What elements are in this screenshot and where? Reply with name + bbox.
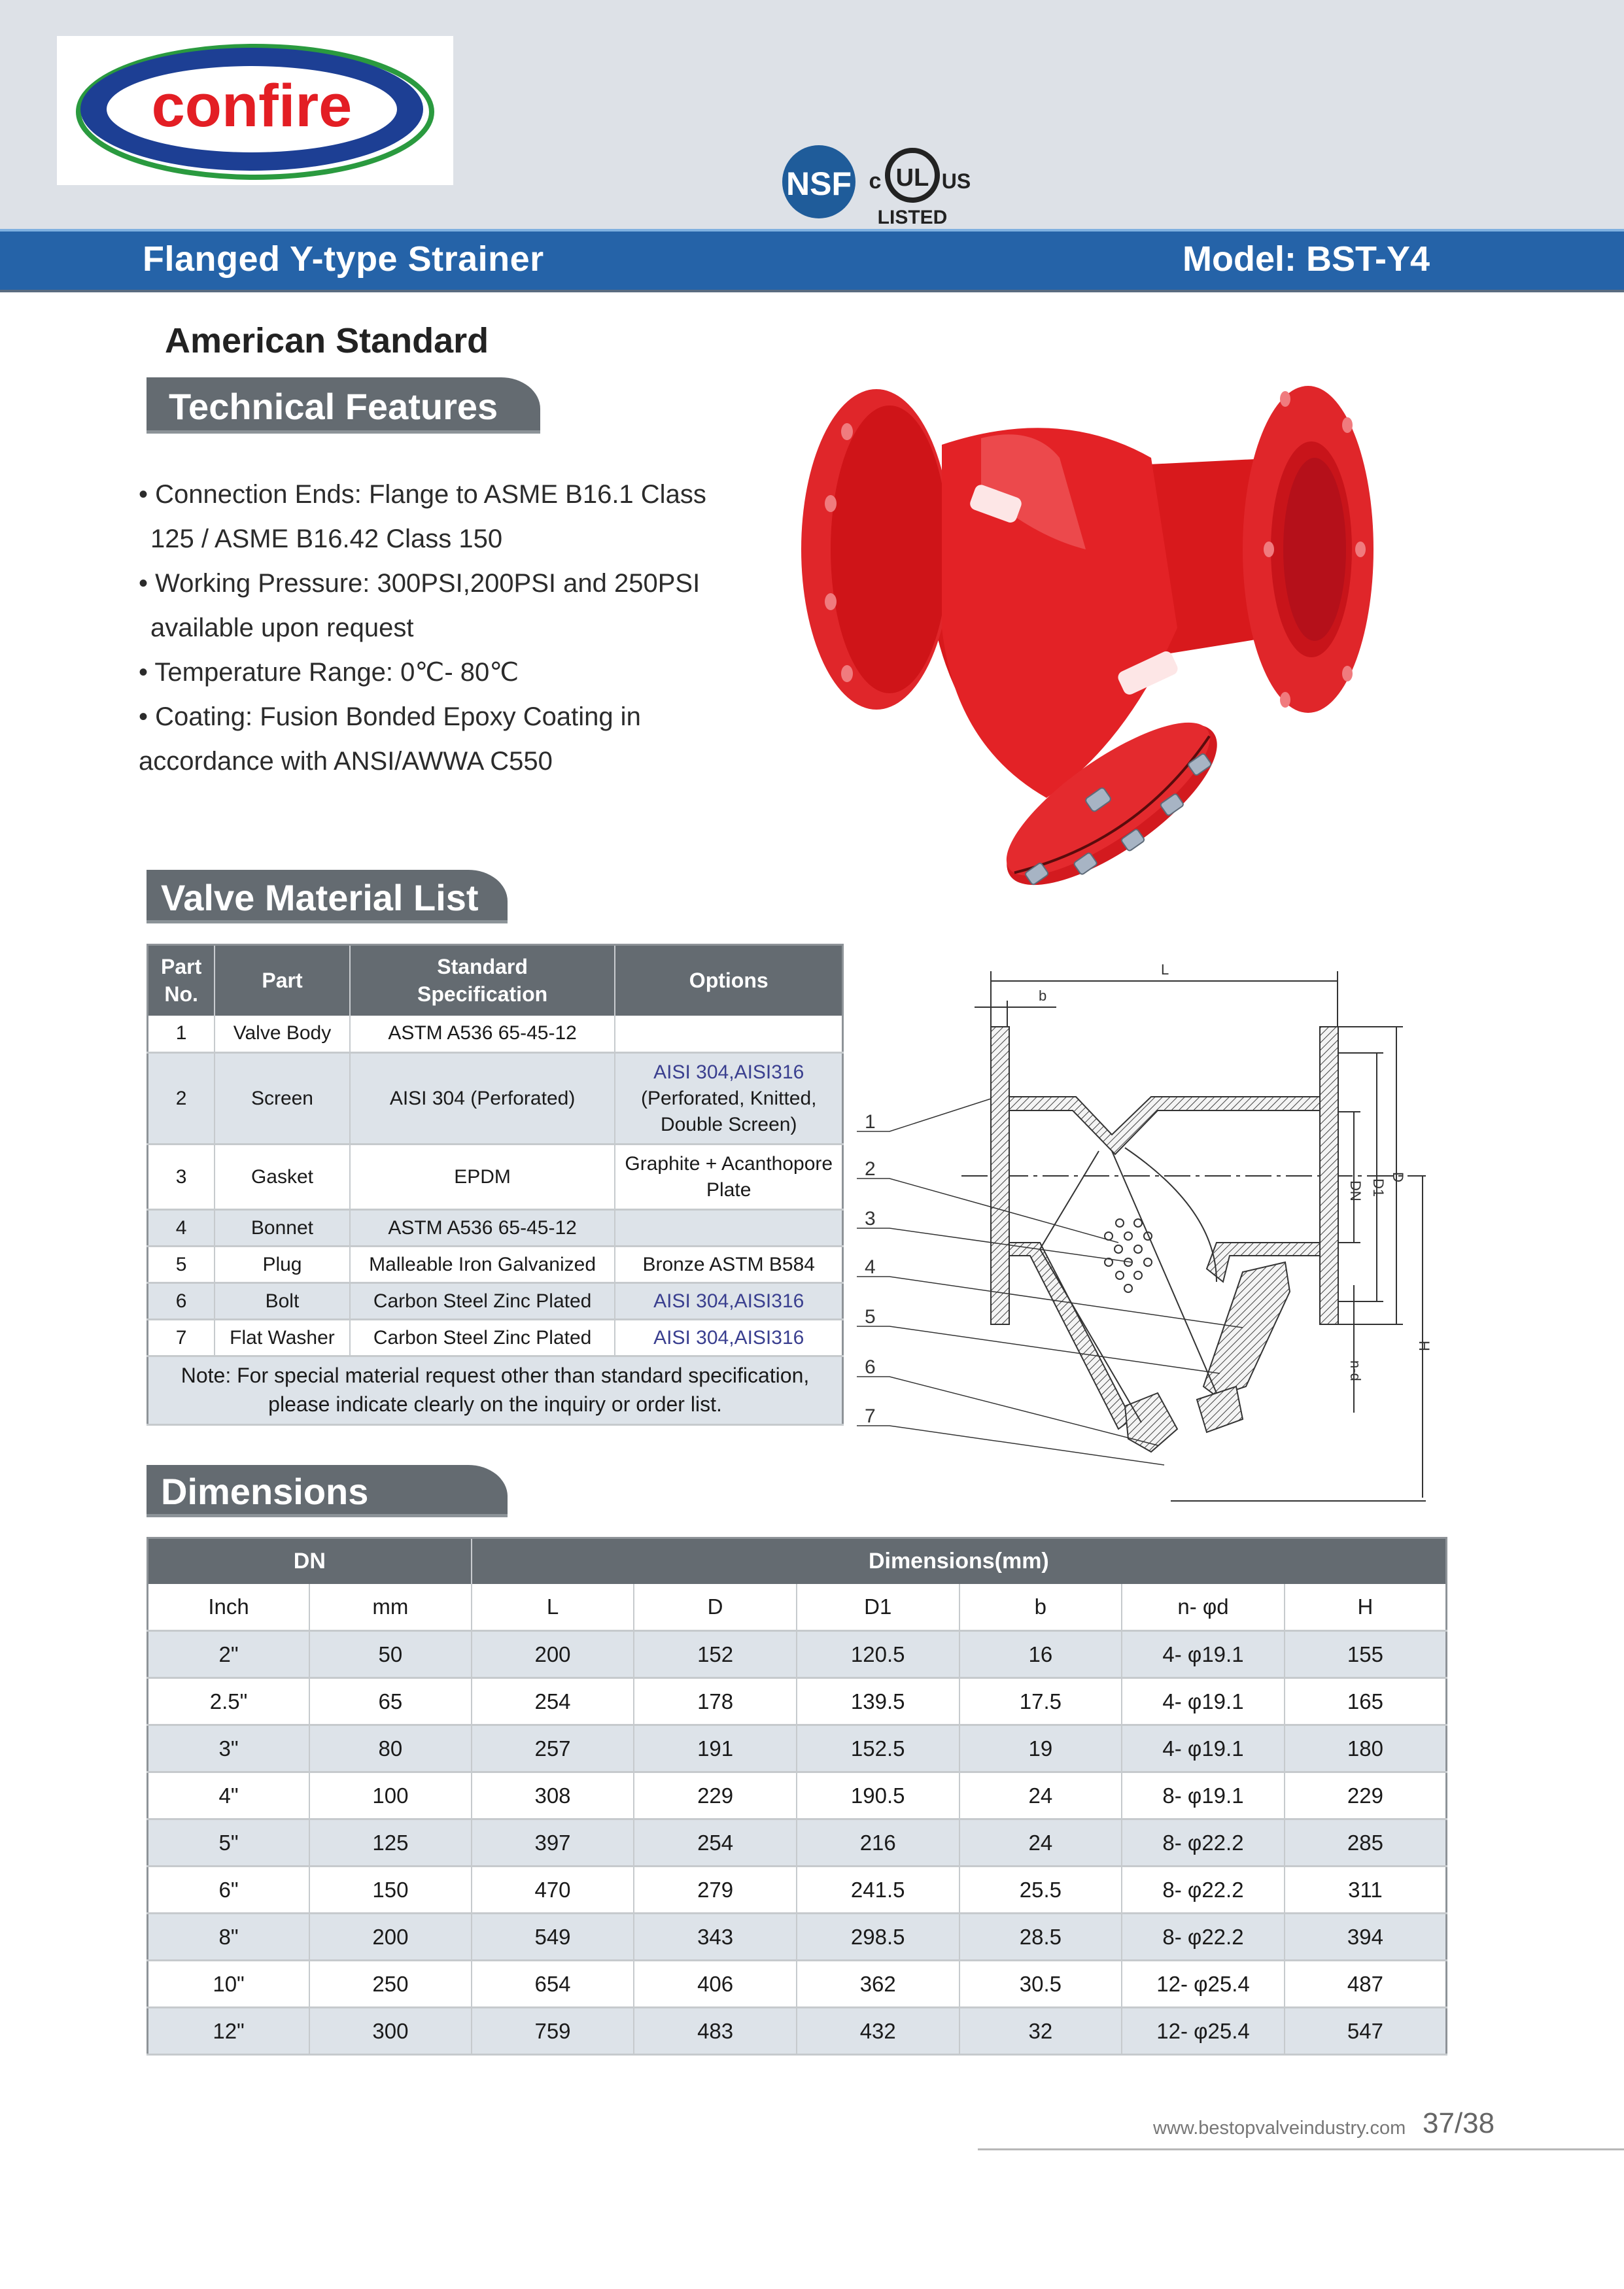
- callout-7: 7: [865, 1405, 876, 1427]
- feature-line: accordance with ANSI/AWWA C550: [139, 747, 553, 776]
- table-row: [148, 1961, 1447, 2008]
- table-cell: 279: [634, 1867, 797, 1914]
- table-cell: 250: [309, 1961, 472, 2008]
- table-row: [148, 1725, 1447, 1772]
- dim-label-nd: n-d: [1347, 1360, 1364, 1381]
- cell-part-no: 1: [148, 1016, 215, 1053]
- table-cell: 549: [472, 1914, 634, 1961]
- table-cell: 5": [148, 1819, 310, 1867]
- cell-options: Bronze ASTM B584: [615, 1247, 842, 1283]
- table-cell: 16: [959, 1631, 1122, 1678]
- cell-part: Valve Body: [215, 1016, 349, 1053]
- cell-options: [615, 1210, 842, 1247]
- callout-3: 3: [865, 1208, 876, 1230]
- dim-label-L: L: [1161, 961, 1169, 978]
- column-header: D: [634, 1584, 797, 1631]
- table-cell: 24: [959, 1772, 1122, 1819]
- cell-spec: EPDM: [350, 1144, 615, 1210]
- column-header: mm: [309, 1584, 472, 1631]
- cell-options: AISI 304,AISI316: [615, 1283, 842, 1320]
- table-cell: 120.5: [797, 1631, 959, 1678]
- feature-line: 125 / ASME B16.42 Class 150: [150, 525, 503, 553]
- table-cell: 32: [959, 2008, 1122, 2055]
- cell-spec: ASTM A536 65-45-12: [350, 1210, 615, 1247]
- table-cell: 19: [959, 1725, 1122, 1772]
- cell-options: [615, 1053, 842, 1144]
- header-standard-spec: [350, 945, 615, 1016]
- table-cell: 397: [472, 1819, 634, 1867]
- table-cell: 483: [634, 2008, 797, 2055]
- cell-part: Bolt: [215, 1283, 349, 1320]
- header-text: Standard: [437, 955, 528, 979]
- table-cell: 100: [309, 1772, 472, 1819]
- ul-c-label: c: [869, 169, 882, 194]
- material-table: [147, 944, 844, 1426]
- table-cell: 257: [472, 1725, 634, 1772]
- header-text: No.: [164, 982, 198, 1007]
- cell-spec: Carbon Steel Zinc Plated: [350, 1320, 615, 1356]
- table-row: [148, 1016, 843, 1053]
- table-cell: 4- φ19.1: [1122, 1678, 1285, 1725]
- column-header: H: [1285, 1584, 1447, 1631]
- table-cell: 394: [1285, 1914, 1447, 1961]
- dimensions-group-header: [148, 1538, 1447, 1584]
- cell-options: [615, 1016, 842, 1053]
- table-cell: 152: [634, 1631, 797, 1678]
- header-part-no: [148, 945, 215, 1016]
- cell-options: [615, 1144, 842, 1210]
- feature-line: • Coating: Fusion Bonded Epoxy Coating in: [139, 702, 641, 731]
- nsf-mark-icon: [782, 145, 855, 218]
- cell-part: Screen: [215, 1053, 349, 1144]
- table-cell: 6": [148, 1867, 310, 1914]
- table-cell: 4- φ19.1: [1122, 1725, 1285, 1772]
- table-cell: 470: [472, 1867, 634, 1914]
- header-options: Options: [615, 945, 842, 1016]
- table-cell: 200: [309, 1914, 472, 1961]
- cell-part: Bonnet: [215, 1210, 349, 1247]
- table-row: [148, 1631, 1447, 1678]
- cell-part-no: 5: [148, 1247, 215, 1283]
- table-cell: 24: [959, 1819, 1122, 1867]
- dimensions-table: [147, 1537, 1447, 2056]
- table-cell: 8": [148, 1914, 310, 1961]
- callout-6: 6: [865, 1356, 876, 1378]
- ul-us-label: US: [941, 169, 971, 193]
- model-number: Model: BST-Y4: [1183, 239, 1430, 279]
- cell-part-no: 6: [148, 1283, 215, 1320]
- table-cell: 8- φ22.2: [1122, 1819, 1285, 1867]
- table-cell: 229: [1285, 1772, 1447, 1819]
- footer-divider: [978, 2148, 1624, 2150]
- table-row: [148, 2008, 1447, 2055]
- note-line: Note: For special material request other than standard specification,: [181, 1364, 810, 1387]
- cell-part-no: 7: [148, 1320, 215, 1356]
- table-cell: 80: [309, 1725, 472, 1772]
- table-cell: 180: [1285, 1725, 1447, 1772]
- table-row: [148, 1819, 1447, 1867]
- table-cell: 311: [1285, 1867, 1447, 1914]
- table-cell: 12- φ25.4: [1122, 2008, 1285, 2055]
- table-cell: 229: [634, 1772, 797, 1819]
- section-heading: Dimensions: [161, 1471, 369, 1512]
- table-row: [148, 1772, 1447, 1819]
- header-part: Part: [215, 945, 349, 1016]
- cell-options: AISI 304,AISI316: [615, 1320, 842, 1356]
- cell-spec: Malleable Iron Galvanized: [350, 1247, 615, 1283]
- table-cell: 50: [309, 1631, 472, 1678]
- feature-line: • Working Pressure: 300PSI,200PSI and 250PSI: [139, 569, 700, 598]
- table-cell: 139.5: [797, 1678, 959, 1725]
- table-cell: 759: [472, 2008, 634, 2055]
- table-row: [148, 1210, 843, 1247]
- table-cell: 3": [148, 1725, 310, 1772]
- cell-part: Gasket: [215, 1144, 349, 1210]
- table-cell: 254: [634, 1819, 797, 1867]
- ul-label: UL: [895, 164, 929, 192]
- option-line: Graphite + Acanthopore: [625, 1152, 833, 1175]
- section-tab-material-list: [147, 870, 508, 923]
- table-cell: 254: [472, 1678, 634, 1725]
- feature-line: • Connection Ends: Flange to ASME B16.1 Class: [139, 480, 706, 509]
- option-line: Plate: [706, 1179, 752, 1201]
- table-cell: 285: [1285, 1819, 1447, 1867]
- table-cell: 178: [634, 1678, 797, 1725]
- product-photo: [785, 353, 1373, 876]
- material-note: [148, 1356, 843, 1425]
- table-cell: 298.5: [797, 1914, 959, 1961]
- table-cell: 125: [309, 1819, 472, 1867]
- table-cell: 2": [148, 1631, 310, 1678]
- callout-2: 2: [865, 1158, 876, 1180]
- table-cell: 28.5: [959, 1914, 1122, 1961]
- table-cell: 65: [309, 1678, 472, 1725]
- cell-spec: AISI 304 (Perforated): [350, 1053, 615, 1144]
- table-cell: 300: [309, 2008, 472, 2055]
- table-cell: 200: [472, 1631, 634, 1678]
- table-cell: 191: [634, 1725, 797, 1772]
- logo-graphic: [57, 36, 453, 185]
- nsf-label: NSF: [786, 165, 852, 202]
- column-header: L: [472, 1584, 634, 1631]
- column-header: Inch: [148, 1584, 310, 1631]
- table-cell: 216: [797, 1819, 959, 1867]
- option-line: Double Screen): [661, 1113, 797, 1135]
- table-cell: 25.5: [959, 1867, 1122, 1914]
- cell-part: Plug: [215, 1247, 349, 1283]
- section-tab-technical-features: [147, 377, 540, 434]
- cell-spec: ASTM A536 65-45-12: [350, 1016, 615, 1053]
- column-header: D1: [797, 1584, 959, 1631]
- dim-label-D1: D1: [1370, 1179, 1387, 1197]
- cell-part: Flat Washer: [215, 1320, 349, 1356]
- callout-1: 1: [865, 1111, 876, 1133]
- header-text: Specification: [417, 982, 548, 1007]
- table-cell: 30.5: [959, 1961, 1122, 2008]
- table-cell: 362: [797, 1961, 959, 2008]
- table-cell: 8- φ22.2: [1122, 1914, 1285, 1961]
- dimensions-column-header: [148, 1584, 1447, 1631]
- ul-listed-label: LISTED: [877, 207, 948, 228]
- cross-section-diagram: [850, 935, 1439, 1427]
- option-line: (Perforated, Knitted,: [641, 1087, 817, 1109]
- section-heading: Valve Material List: [161, 877, 479, 918]
- table-cell: 432: [797, 2008, 959, 2055]
- feature-line: • Temperature Range: 0℃- 80℃: [139, 658, 519, 687]
- table-cell: 547: [1285, 2008, 1447, 2055]
- dim-label-H: H: [1416, 1341, 1432, 1351]
- table-cell: 10": [148, 1961, 310, 2008]
- table-cell: 8- φ22.2: [1122, 1867, 1285, 1914]
- feature-line: available upon request: [150, 613, 414, 642]
- table-cell: 155: [1285, 1631, 1447, 1678]
- table-cell: 165: [1285, 1678, 1447, 1725]
- header-dimensions-mm: Dimensions(mm): [472, 1538, 1447, 1584]
- table-row: [148, 1247, 843, 1283]
- cell-part-no: 2: [148, 1053, 215, 1144]
- table-row: [148, 1053, 843, 1144]
- table-cell: 343: [634, 1914, 797, 1961]
- table-row: [148, 1867, 1447, 1914]
- cell-part-no: 4: [148, 1210, 215, 1247]
- note-line: please indicate clearly on the inquiry or order list.: [268, 1392, 722, 1416]
- table-cell: 12- φ25.4: [1122, 1961, 1285, 2008]
- table-row: [148, 1320, 843, 1356]
- option-line: AISI 304,AISI316: [653, 1061, 804, 1083]
- product-title: Flanged Y-type Strainer: [143, 239, 544, 279]
- table-row: [148, 1914, 1447, 1961]
- table-row: [148, 1283, 843, 1320]
- table-row: [148, 1144, 843, 1210]
- cell-spec: Carbon Steel Zinc Plated: [350, 1283, 615, 1320]
- header-text: Part: [161, 955, 202, 979]
- certification-marks: [778, 139, 994, 230]
- table-row: [148, 1678, 1447, 1725]
- dim-label-DN: DN: [1347, 1180, 1364, 1201]
- table-cell: 654: [472, 1961, 634, 2008]
- standard-subtitle: American Standard: [165, 321, 489, 360]
- table-cell: 4- φ19.1: [1122, 1631, 1285, 1678]
- ul-listed-mark-icon: [869, 150, 971, 228]
- dim-label-b: b: [1039, 988, 1047, 1004]
- technical-features-list: [139, 472, 767, 783]
- section-tab-dimensions: [147, 1465, 508, 1517]
- table-cell: 308: [472, 1772, 634, 1819]
- confire-logo: [57, 36, 453, 185]
- dim-label-D: D: [1390, 1172, 1406, 1182]
- cell-part-no: 3: [148, 1144, 215, 1210]
- table-cell: 150: [309, 1867, 472, 1914]
- table-cell: 2.5": [148, 1678, 310, 1725]
- column-header: n- φd: [1122, 1584, 1285, 1631]
- table-cell: 241.5: [797, 1867, 959, 1914]
- page-number: 37/38: [1423, 2107, 1495, 2139]
- callout-5: 5: [865, 1306, 876, 1328]
- table-cell: 8- φ19.1: [1122, 1772, 1285, 1819]
- column-header: b: [959, 1584, 1122, 1631]
- table-cell: 487: [1285, 1961, 1447, 2008]
- footer-website: www.bestopvalveindustry.com: [1153, 2118, 1406, 2139]
- table-cell: 4": [148, 1772, 310, 1819]
- table-cell: 190.5: [797, 1772, 959, 1819]
- logo-text: confire: [151, 73, 353, 139]
- callout-4: 4: [865, 1256, 876, 1278]
- material-table-header: [148, 945, 843, 1016]
- table-note-row: [148, 1356, 843, 1425]
- section-heading: Technical Features: [169, 386, 498, 427]
- table-cell: 152.5: [797, 1725, 959, 1772]
- table-cell: 12": [148, 2008, 310, 2055]
- table-cell: 406: [634, 1961, 797, 2008]
- table-cell: 17.5: [959, 1678, 1122, 1725]
- header-dn: DN: [148, 1538, 472, 1584]
